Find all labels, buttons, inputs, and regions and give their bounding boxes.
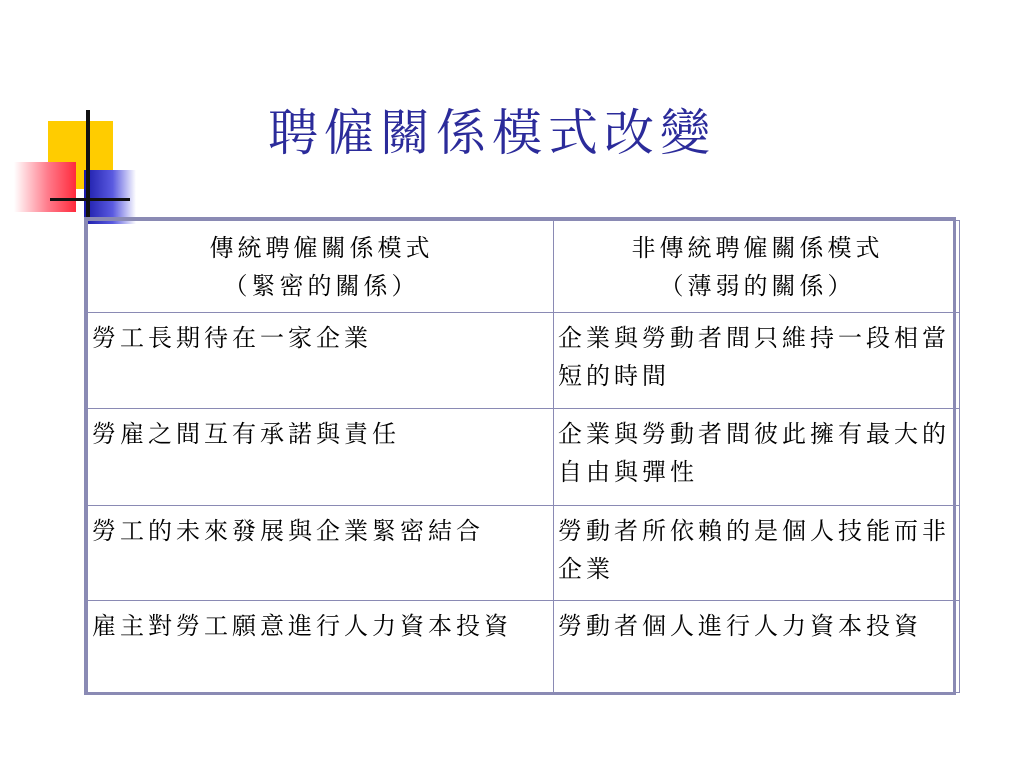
- decorative-vertical-line: [86, 110, 90, 220]
- comparison-table-frame: [84, 217, 956, 695]
- table-row: [88, 506, 960, 601]
- table-cell-nontraditional: 勞動者個人進行人力資本投資: [554, 601, 960, 693]
- table-cell-nontraditional: 企業與勞動者間彼此擁有最大的自由與彈性: [554, 409, 960, 506]
- header-cell-traditional: [88, 221, 554, 313]
- decorative-horizontal-line: [50, 198, 130, 201]
- header-title: 傳統聘僱關係模式: [209, 234, 434, 262]
- table-cell-traditional: 雇主對勞工願意進行人力資本投資: [88, 601, 554, 693]
- header-subtitle: （緊密的關係）: [223, 272, 420, 300]
- table-row: [88, 313, 960, 409]
- header-cell-nontraditional: [554, 221, 960, 313]
- header-subtitle: （薄弱的關係）: [659, 272, 856, 300]
- table-row: [88, 409, 960, 506]
- slide-title: 聘僱關係模式改變: [268, 104, 716, 162]
- table-header-row: [88, 221, 960, 313]
- header-title: 非傳統聘僱關係模式: [631, 234, 884, 262]
- table-cell-nontraditional: 企業與勞動者間只維持一段相當短的時間: [554, 313, 960, 409]
- table-cell-traditional: 勞工長期待在一家企業: [88, 313, 554, 409]
- decorative-blue-gradient-block: [84, 170, 136, 224]
- decorative-red-gradient-block: [14, 162, 76, 212]
- comparison-table: [87, 220, 960, 693]
- table-row: [88, 601, 960, 693]
- table-cell-traditional: 勞工的未來發展與企業緊密結合: [88, 506, 554, 601]
- table-cell-nontraditional: 勞動者所依賴的是個人技能而非企業: [554, 506, 960, 601]
- table-cell-traditional: 勞雇之間互有承諾與責任: [88, 409, 554, 506]
